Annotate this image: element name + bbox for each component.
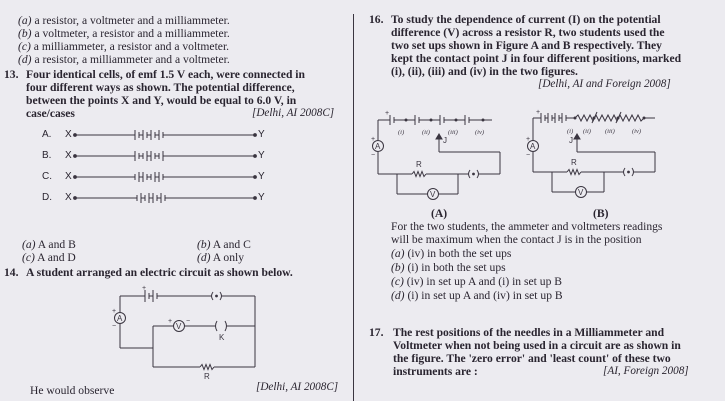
svg-text:−: −: [371, 152, 376, 159]
option-label: (c): [22, 251, 35, 264]
position-i: (i): [398, 129, 405, 136]
q16-text-line-2: difference (V) across a resistor R, two students used the: [391, 26, 665, 39]
option-label: (a): [18, 14, 32, 27]
option-text: (i) in set up A and (iv) in set up B: [407, 289, 563, 302]
option-text: A and D: [37, 251, 76, 264]
q13-option-a: [22, 238, 76, 251]
q16-number: 16.: [369, 13, 384, 26]
contact-j-label: J: [443, 136, 447, 145]
option-label: (b): [197, 238, 211, 251]
key-label: K: [219, 333, 225, 342]
q16-option-a: [391, 247, 511, 260]
position-iii: (iii): [448, 129, 458, 136]
q16-stem-line-1: For the two students, the ammeter and voltmeters readings: [391, 220, 663, 233]
q13-number: 13.: [4, 68, 19, 81]
ammeter-label: A: [375, 142, 381, 151]
svg-text:−: −: [526, 152, 531, 159]
svg-text:−: −: [112, 323, 117, 330]
option-label: (b): [18, 27, 32, 40]
q12-option-c: [18, 40, 229, 53]
q14-number: 14.: [4, 266, 19, 279]
q17-citation: [AI, Foreign 2008]: [603, 365, 689, 377]
option-label: (c): [391, 275, 404, 288]
case-d-label: D.: [42, 192, 52, 203]
ammeter-label: A: [117, 314, 123, 323]
q17-text-line-4: instruments are :: [393, 365, 478, 378]
q16-text-line-5: (i), (ii), (iii) and (iv) in the two figures.: [391, 65, 578, 78]
cell-arrangements-diagram: [72, 128, 272, 218]
option-text: a resistor, a voltmeter and a milliammeter.: [34, 14, 230, 27]
q14-follow-text: He would observe: [30, 384, 115, 397]
case-c-x: X: [65, 171, 72, 182]
option-label: (b): [391, 261, 405, 274]
q14-circuit-diagram: [112, 285, 265, 382]
position-i: (i): [567, 128, 574, 135]
option-label: (a): [391, 247, 405, 260]
q14-citation: [Delhi, AI 2008C]: [256, 381, 339, 393]
case-a-y: Y: [258, 129, 265, 140]
q13-option-c: [22, 251, 76, 264]
option-label: (a): [22, 238, 36, 251]
option-text: A and C: [212, 238, 251, 251]
voltmeter-label: V: [578, 188, 584, 197]
right-column: [355, 0, 725, 401]
option-label: (d): [18, 53, 32, 66]
ammeter-label: A: [530, 142, 536, 151]
case-b-label: B.: [42, 150, 52, 161]
q17-text-line-3: the figure. The 'zero error' and 'least count' of these two: [393, 352, 671, 365]
q12-option-a: [18, 14, 230, 27]
option-text: A and B: [37, 238, 76, 251]
svg-text:+: +: [371, 136, 376, 143]
case-d-y: Y: [258, 192, 265, 203]
svg-text:+: +: [168, 318, 173, 325]
option-text: (i) in both the set ups: [407, 261, 506, 274]
case-c-label: C.: [42, 171, 52, 182]
case-c-y: Y: [258, 171, 265, 182]
q13-citation: [Delhi, AI 2008C]: [252, 107, 335, 119]
figure-a-caption: (A): [431, 207, 448, 220]
q13-text-line-1: Four identical cells, of emf 1.5 V each, were connected in: [26, 68, 305, 81]
case-d-x: X: [65, 192, 72, 203]
q16-option-c: [391, 275, 562, 288]
q13-option-d: [197, 251, 244, 264]
option-text: a voltmeter, a resistor and a milliammeter.: [34, 27, 230, 40]
svg-text:+: +: [142, 285, 147, 292]
q13-text-line-3: between the points X and Y, would be equal to 6.0 V, in: [26, 94, 297, 107]
resistor-label: R: [204, 372, 210, 381]
case-b-x: X: [65, 150, 72, 161]
q16-option-d: [391, 289, 563, 302]
q16-figure-b-circuit: [526, 109, 677, 207]
svg-text:+: +: [112, 308, 117, 315]
svg-text:−: −: [186, 318, 191, 325]
option-text: a resistor, a milliammeter and a voltmeter.: [34, 53, 230, 66]
q12-option-d: [18, 53, 230, 66]
q14-text: A student arranged an electric circuit as shown below.: [26, 266, 293, 279]
q16-stem-line-2: will be maximum when the contact J is in the position: [391, 233, 642, 246]
option-text: (iv) in both the set ups: [407, 247, 512, 260]
svg-text:+: +: [536, 109, 541, 116]
voltmeter-label: V: [430, 190, 436, 199]
position-ii: (ii): [583, 128, 591, 135]
contact-j-label: J: [569, 136, 573, 145]
option-text: A only: [212, 251, 245, 264]
option-text: a milliammeter, a resistor and a voltmeter.: [33, 40, 230, 53]
resistor-label: R: [571, 158, 577, 167]
q13-option-b: [197, 238, 251, 251]
option-label: (d): [391, 289, 405, 302]
svg-text:+: +: [385, 110, 390, 117]
position-iii: (iii): [605, 128, 615, 135]
position-ii: (ii): [422, 129, 430, 136]
q16-option-b: [391, 261, 506, 274]
q17-text-line-1: The rest positions of the needles in a Milliammeter and: [393, 326, 665, 339]
q16-text-line-3: two set ups shown in Figure A and B respectively. They: [391, 39, 662, 52]
voltmeter-label: V: [176, 322, 182, 331]
q16-figure-a-circuit: [372, 112, 522, 207]
q16-citation: [Delhi, AI and Foreign 2008]: [538, 78, 671, 90]
svg-text:+: +: [526, 136, 531, 143]
option-label: (d): [197, 251, 211, 264]
option-label: (c): [18, 40, 31, 53]
q17-text-line-2: Voltmeter when not being used in a circuit are as shown in: [393, 339, 681, 352]
case-a-x: X: [65, 129, 72, 140]
q16-text-line-4: kept the contact point J in four different positions, marked: [391, 52, 682, 65]
q17-number: 17.: [369, 326, 384, 339]
position-iv: (iv): [632, 128, 642, 135]
resistor-label: R: [416, 160, 422, 169]
q13-text-line-2: four different ways as shown. The potential difference,: [26, 81, 295, 94]
left-column: [0, 0, 352, 401]
figure-b-caption: (B): [593, 207, 609, 220]
case-a-label: A.: [42, 129, 52, 140]
q16-text-line-1: To study the dependence of current (I) on the potential: [391, 13, 661, 26]
position-iv: (iv): [475, 129, 485, 136]
option-text: (iv) in set up A and (i) in set up B: [406, 275, 562, 288]
q12-option-b: [18, 27, 230, 40]
column-divider: [353, 14, 354, 401]
case-b-y: Y: [258, 150, 265, 161]
q13-text-line-4: case/cases: [26, 107, 75, 120]
